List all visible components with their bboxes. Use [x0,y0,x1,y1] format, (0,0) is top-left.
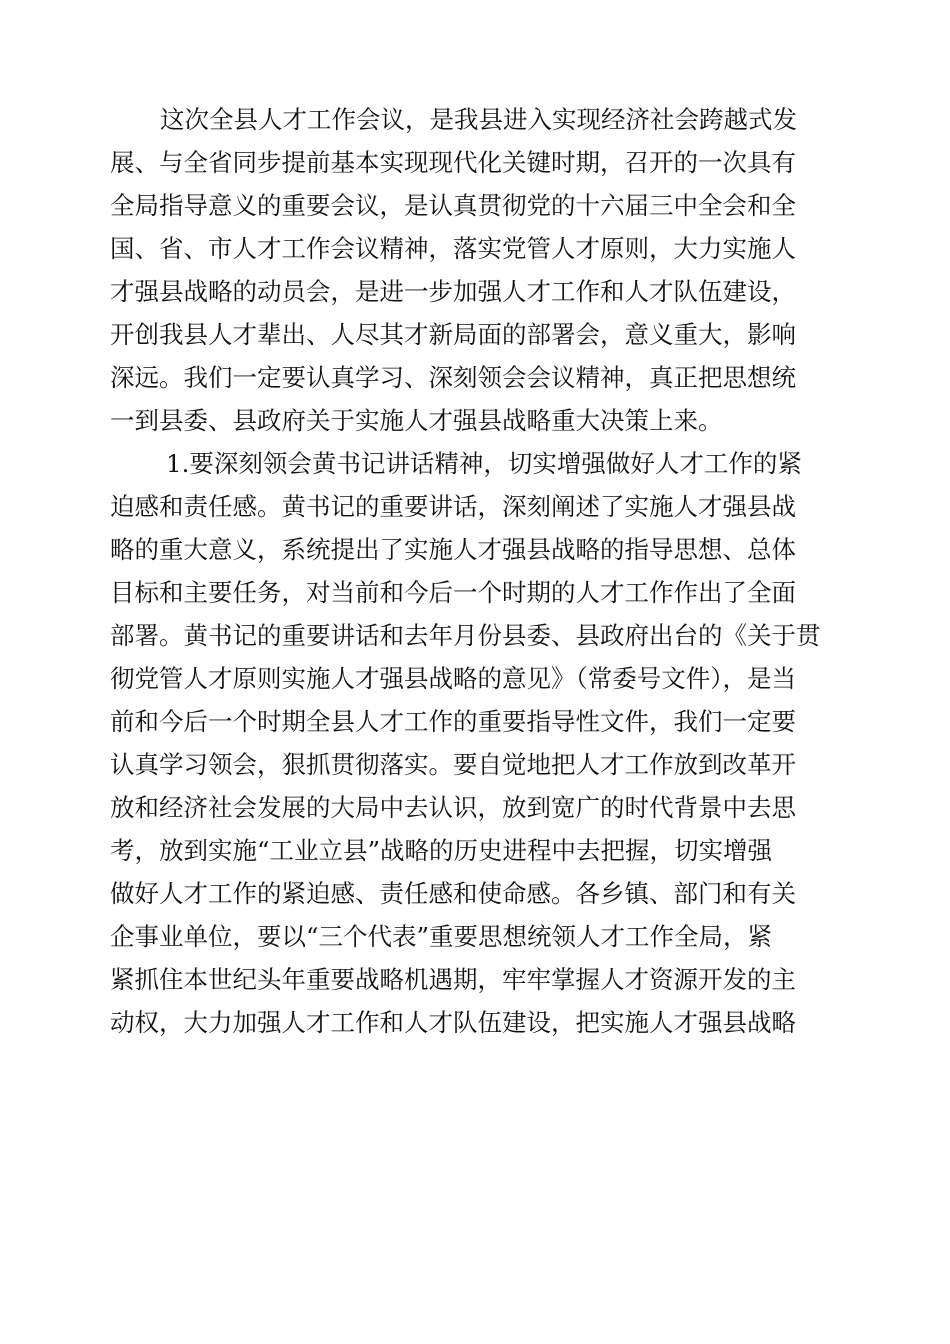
text-line: 迫感和责任感。黄书记的重要讲话，深刻阐述了实施人才强县战 [110,492,796,521]
text-line: 略的重大意义，系统提出了实施人才强县战略的指导思想、总体 [110,535,796,564]
text-line: 放和经济社会发展的大局中去认识，放到宽广的时代背景中去思 [110,793,796,822]
text-line: 一到县委、县政府关于实施人才强县战略重大决策上来。 [110,406,723,435]
text-line: 动权，大力加强人才工作和人才队伍建设，把实施人才强县战略 [110,1008,796,1037]
text-line: 彻党管人才原则实施人才强县战略的意见》（常委号文件），是当 [110,664,796,693]
text-line: 企事业单位，要以“三个代表”重要思想统领人才工作全局，紧 [110,922,773,951]
text-line: 部署。黄书记的重要讲话和去年月份县委、县政府出台的《关于贯 [110,621,821,650]
text-line: 考，放到实施“工业立县”战略的历史进程中去把握，切实增强 [110,836,773,865]
text-line: 前和今后一个时期全县人才工作的重要指导性文件，我们一定要 [110,707,796,736]
text-line: 这次全县人才工作会议，是我县进入实现经济社会跨越式发 [160,105,797,134]
text-line: 目标和主要任务，对当前和今后一个时期的人才工作作出了全面 [110,578,796,607]
text-line: 国、省、市人才工作会议精神，落实党管人才原则，大力实施人 [110,234,796,263]
document-body [110,98,840,1044]
text-line: 全局指导意义的重要会议，是认真贯彻党的十六届三中全会和全 [110,191,796,220]
text-line: 开创我县人才辈出、人尽其才新局面的部署会，意义重大，影响 [110,320,796,349]
text-line: 做好人才工作的紧迫感、责任感和使命感。各乡镇、部门和有关 [110,879,796,908]
paragraph-2 [110,442,840,1044]
text-line: 认真学习领会，狠抓贯彻落实。要自觉地把人才工作放到改革开 [110,750,796,779]
paragraph-1 [110,98,840,442]
text-line: 才强县战略的动员会，是进一步加强人才工作和人才队伍建设， [110,277,796,306]
text-line: 深远。我们一定要认真学习、深刻领会会议精神，真正把思想统 [110,363,796,392]
text-line: 展、与全省同步提前基本实现现代化关键时期，召开的一次具有 [110,148,796,177]
text-line: 紧抓住本世纪头年重要战略机遇期，牢牢掌握人才资源开发的主 [110,965,796,994]
text-line: 1.要深刻领会黄书记讲话精神，切实增强做好人才工作的紧 [166,449,802,478]
